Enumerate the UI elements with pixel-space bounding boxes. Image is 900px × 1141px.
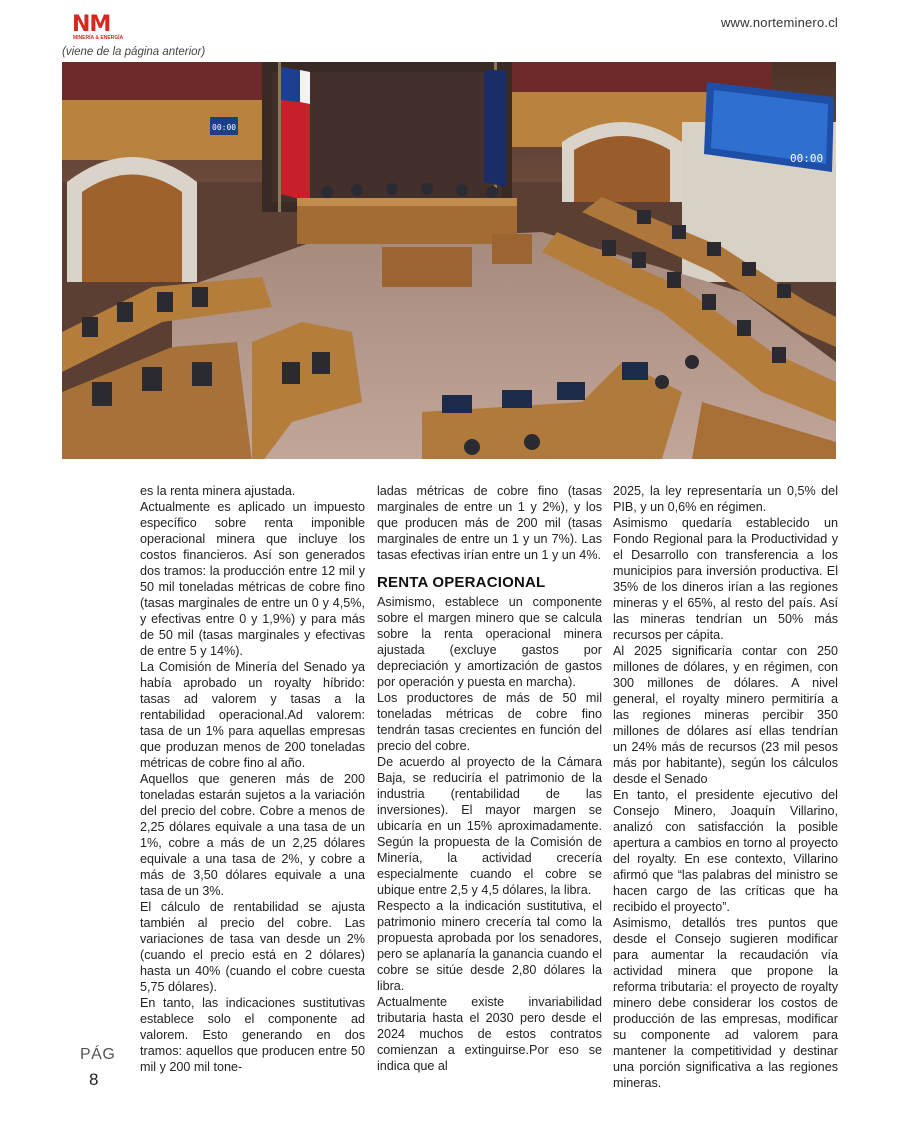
screen-clock: 00:00	[790, 152, 824, 165]
paragraph: Aquellos que generen más de 200 toneladas estarán sujetos a la variación del precio del cobre. Cobre a menos de 2,25 dólares equivale a una tasa de un 1%, cobre a más de un 2,25 dólares equivale a una tasa de 2%, y cobre a más de 3,50 dólares equivale a una tasa de un 3%.	[140, 772, 365, 898]
paragraph: es la renta minera ajustada.	[140, 484, 296, 498]
paragraph: Respecto a la indicación sustitutiva, el patrimonio minero crecería tal como la propuesta aprobada por los senadores, pero se aplanaría la ganancia cuando el cobre se sitúe desde 2,80 dólares la libra.	[377, 899, 602, 993]
page-label: PÁG	[80, 1046, 116, 1063]
paragraph: De acuerdo al proyecto de la Cámara Baja, se reduciría el patrimonio de la industria (rentabilidad de las inversiones). El mayor margen se ubicaría en un 15% aproximadamente. Según la propuesta de la Comisión de Minería, la actividad crecería especialmente cuando el cobre se ubique entre 2,5 y 4,5 dólares, la libra.	[377, 755, 602, 897]
section-heading: RENTA OPERACIONAL	[377, 574, 546, 591]
article-column-3	[613, 483, 838, 1091]
paragraph: 2025, la ley representaría un 0,5% del PIB, y un 0,6% en régimen.	[613, 484, 838, 514]
paragraph: El cálculo de rentabilidad se ajusta también al precio del cobre. Las variaciones de tasa van desde un 2% (cuando el precio está en 2 dólares) hasta un 40% (cuando el cobre cuesta 5,75 dólares).	[140, 900, 365, 994]
paragraph: Al 2025 significaría contar con 250 millones de dólares, y en régimen, con 300 millones de dólares. A nivel general, el royalty minero permitiría a las regiones mineras percibir 350 millones de dólares así ellas tendrían un 24% más de recursos (23 mil pesos más por habitante), según los cálculos desde el Senado	[613, 644, 838, 786]
paragraph: Asimismo, establece un componente sobre el margen minero que se calcula sobre la renta operacional minera ajustada (excluye gastos por depreciación y amortización de gastos por operación y puesta en marcha).	[377, 595, 602, 689]
senate-chamber-photo	[62, 62, 836, 459]
page-number: 8	[89, 1070, 99, 1089]
article-column-2	[377, 483, 602, 1074]
wall-clock: 00:00	[212, 123, 237, 132]
article-column-1	[140, 483, 365, 1075]
website-url[interactable]: www.norteminero.cl	[720, 15, 838, 30]
paragraph: Actualmente es aplicado un impuesto específico sobre renta imponible operacional minera que incluye los costos financieros. Así son generados dos tramos: la producción entre 12 mil y 50 mil toneladas métricas de cobre fino (tasas marginales de entre un 0 y 4,5%, y efectivas entre 0 y 1,9%) y para más de 50 mil (tasas marginales y efectivas de entre 5 y 14%).	[140, 500, 365, 658]
continued-note: (viene de la página anterior)	[62, 46, 206, 58]
logo-subtitle: MINERÍA & ENERGÍA	[73, 35, 124, 41]
paragraph: La Comisión de Minería del Senado ya había aprobado un royalty híbrido: tasas ad valorem y tasas a la rentabilidad operacional.Ad valorem: tasa de un 1% para aquellas empresas que produzan menos de 200 toneladas métricas de cobre fino al año.	[140, 660, 365, 770]
paragraph: En tanto, el presidente ejecutivo del Consejo Minero, Joaquín Villarino, analizó con satisfacción la posible apertura a cambios en torno al proyecto del royalty. En ese contexto, Villarino afirmó que “las palabras del ministro se hacen cargo de las críticas que ha recibido el proyecto”.	[613, 788, 838, 914]
logo-letter-n: N	[72, 12, 90, 37]
paragraph: Asimismo, detallós tres puntos que desde el Consejo sugieren modificar para aumentar la recaudación vía actividad minera que propone la reforma tributaria: el proyecto de royalty minero debe considerar los costos de producción de las empresas, modificar su componente ad valorem para mantener la competitividad y destinar una porción significativa a las regiones mineras.	[613, 916, 838, 1090]
paragraph: En tanto, las indicaciones sustitutivas establece solo el componente ad valorem. Esto generando en dos tramos: aquellos que producen entre 50 mil y 200 mil tone-	[140, 996, 365, 1074]
paragraph: Los productores de más de 50 mil toneladas métricas de cobre fino tendrán tasas crecientes en función del precio del cobre.	[377, 691, 602, 753]
paragraph: Asimismo quedaría establecido un Fondo Regional para la Productividad y el Desarrollo con transferencia a los municipios para inversión productiva. El 35% de los dineros irían a las regiones mineras y el 65%, al resto del país. Así las mineras tendrían un 50% más recursos per cápita.	[613, 516, 838, 642]
logo-letter-m: M	[89, 12, 111, 37]
paragraph: ladas métricas de cobre fino (tasas marginales de entre un 1 y 2%), y los que producen más de 200 mil (tasas marginales de entre un 1 y un 7%). Las tasas efectivas irían entre un 1 y un 4%.	[377, 484, 602, 562]
paragraph: Actualmente existe invariabilidad tributaria hasta el 2030 pero desde el 2024 muchos de estos contratos comienzan a extinguirse.Por eso se indica que al	[377, 995, 602, 1073]
publication-logo	[72, 12, 124, 44]
